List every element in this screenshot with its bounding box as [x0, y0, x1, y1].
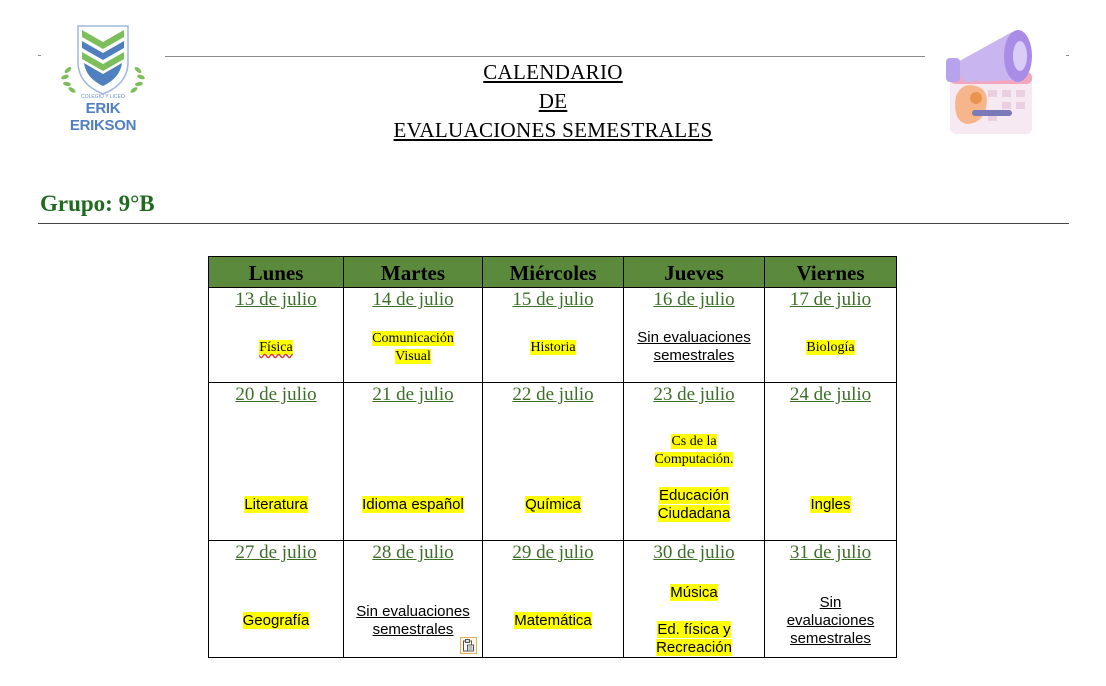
clipboard-icon — [461, 638, 476, 653]
date-label: 13 de julio — [235, 289, 317, 310]
day-header: Lunes — [209, 257, 344, 288]
day-header: Miércoles — [483, 257, 624, 288]
exam-subject: Visual — [395, 349, 431, 364]
exam-subject: Música — [670, 584, 718, 601]
no-exam-text: Sin evaluaciones — [356, 603, 470, 620]
day-cell[interactable] — [209, 541, 344, 658]
exam-subject: Computación. — [654, 452, 734, 467]
group-label: Grupo: 9°B — [40, 191, 155, 216]
date-label: 27 de julio — [235, 542, 317, 563]
day-cell[interactable] — [483, 288, 624, 383]
day-cell[interactable] — [624, 541, 765, 658]
day-cell[interactable] — [624, 288, 765, 383]
date-label: 29 de julio — [512, 542, 594, 563]
day-cell[interactable] — [209, 288, 344, 383]
header-rule — [165, 56, 925, 57]
exam-subject: Cs de la — [671, 434, 717, 449]
exam-subject: Ingles — [810, 496, 851, 513]
exam-subject: Ed. física y — [657, 621, 731, 638]
title-line-1: CALENDARIO — [483, 60, 623, 84]
title-line-3: EVALUACIONES SEMESTRALES — [393, 118, 713, 142]
date-label: 24 de julio — [789, 384, 872, 405]
no-exam-text: evaluaciones — [786, 612, 875, 629]
date-label: 30 de julio — [653, 542, 735, 563]
exam-subject: Literatura — [244, 496, 308, 513]
no-exam-text: semestrales — [653, 347, 735, 364]
exam-subject: Educación — [658, 487, 730, 504]
date-label: 22 de julio — [512, 384, 594, 405]
table-row — [209, 541, 897, 658]
day-cell[interactable] — [765, 541, 897, 658]
exam-subject: Recreación — [656, 639, 732, 656]
day-cell[interactable] — [483, 541, 624, 658]
exam-subject: Matemática — [514, 612, 592, 629]
day-header: Jueves — [624, 257, 765, 288]
table-row — [209, 288, 897, 383]
exam-subject: Química — [525, 496, 581, 513]
exam-subject: Ciudadana — [657, 505, 731, 522]
logo-small-text: COLEGIO Y LICEO — [81, 94, 125, 100]
date-label: 17 de julio — [789, 289, 872, 310]
day-cell[interactable] — [483, 383, 624, 541]
no-exam-text: Sin — [819, 594, 842, 611]
date-label: 21 de julio — [372, 384, 454, 405]
day-cell[interactable] — [624, 383, 765, 541]
title-line-2: DE — [538, 89, 568, 113]
paste-options-icon[interactable] — [460, 637, 477, 654]
logo-text: ERIK ERIKSON — [69, 100, 137, 134]
no-exam-text: semestrales — [372, 621, 454, 638]
date-label: 31 de julio — [789, 542, 872, 563]
exam-subject: Historia — [530, 340, 576, 355]
table-header-row — [209, 257, 897, 288]
day-cell[interactable] — [344, 383, 483, 541]
day-cell[interactable] — [344, 288, 483, 383]
date-label: 14 de julio — [372, 289, 454, 310]
date-label: 28 de julio — [372, 542, 454, 563]
exam-subject: Física — [259, 340, 293, 355]
date-label: 20 de julio — [235, 384, 317, 405]
exam-subject: Comunicación — [372, 331, 454, 346]
day-cell[interactable] — [765, 288, 897, 383]
exam-subject: Biología — [806, 340, 855, 355]
group-rule — [38, 223, 1069, 224]
exam-subject: Geografía — [242, 612, 310, 629]
date-label: 16 de julio — [653, 289, 735, 310]
header-rule-tick-right — [1066, 55, 1069, 56]
schedule-table — [208, 256, 897, 658]
day-header: Martes — [344, 257, 483, 288]
day-cell[interactable] — [765, 383, 897, 541]
no-exam-text: Sin evaluaciones — [637, 329, 751, 346]
day-cell[interactable] — [209, 383, 344, 541]
header-rule-tick-left — [38, 55, 41, 56]
date-label: 15 de julio — [512, 289, 594, 310]
exam-subject: Idioma español — [362, 496, 464, 513]
day-header: Viernes — [765, 257, 897, 288]
date-label: 23 de julio — [653, 384, 735, 405]
no-exam-text: semestrales — [790, 630, 871, 647]
table-row — [209, 383, 897, 541]
